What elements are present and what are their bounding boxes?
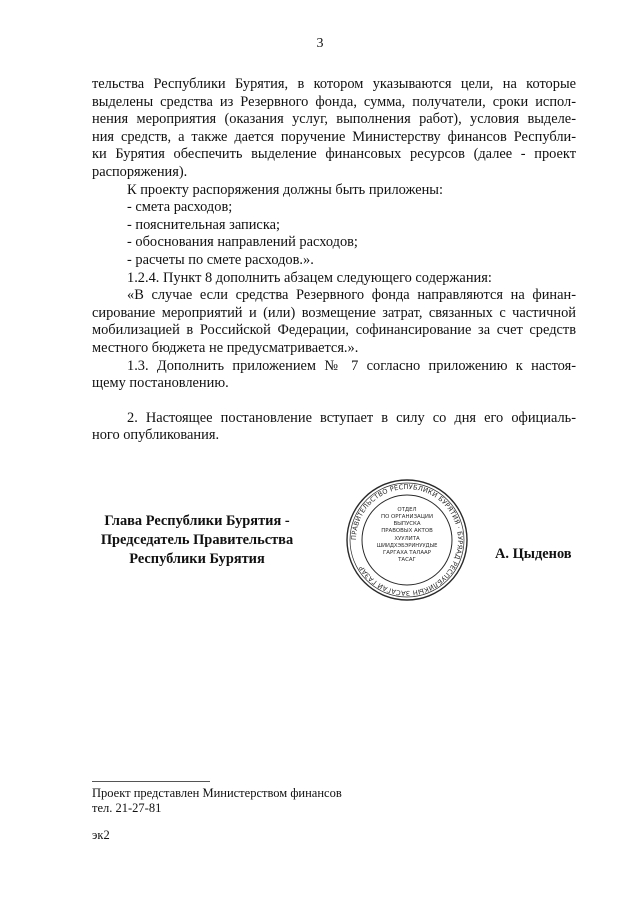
stamp-text: ОТДЕЛ <box>397 507 417 513</box>
footnote <box>92 786 342 816</box>
stamp-text: ВЫПУСКА <box>393 521 421 527</box>
list-item: - расчеты по смете расходов.». <box>127 251 314 268</box>
signatory-title <box>92 512 302 569</box>
text-line: местного бюджета не предусматривается.». <box>92 339 359 356</box>
footnote-divider <box>92 781 210 782</box>
footnote-line: тел. 21-27-81 <box>92 801 162 815</box>
stamp-outer-text: ПРАВИТЕЛЬСТВО РЕСПУБЛИКИ БУРЯТИЯ · БУРЯАД РЕСПУБЛИКЫН ЗАСАГАЙ ГАЗАР <box>349 482 465 598</box>
text-line: нения мероприятия (оказания услуг, выполнения работ), условия выделе- <box>92 111 576 128</box>
official-stamp <box>337 478 477 602</box>
signatory-name: А. Цыденов <box>495 546 572 562</box>
list-item: - смета расходов; <box>127 199 233 216</box>
stamp-text: ПРАВОВЫХ АКТОВ <box>381 528 433 534</box>
stamp-text: ХУУЛИТА <box>394 536 420 542</box>
signatory-title-line: Республики Бурятия <box>129 551 265 567</box>
text-line: ния средств, а также дается поручение Министерству финансов Республи- <box>92 128 576 145</box>
text-line: мобилизацией в Российской Федерации, софинансирование за счет средств <box>92 322 576 339</box>
text-line: тельства Республики Бурятия, в котором указываются цели, на которые <box>92 76 576 92</box>
text-line: 1.3. Дополнить приложением № 7 согласно приложению к настоя- <box>127 357 576 374</box>
text-line: распоряжения). <box>92 163 188 180</box>
text-line: щему постановлению. <box>92 375 229 392</box>
text-line: К проекту распоряжения должны быть приложены: <box>127 181 443 198</box>
text-line: ки Бурятия обеспечить выделение финансовых ресурсов (далее - проект <box>92 146 576 163</box>
stamp-text: ШИИДХЭБЭРИНУУДЫЕ <box>376 543 438 549</box>
body-text <box>92 76 576 445</box>
text-line: ного опубликования. <box>92 427 220 444</box>
text-line: выделены средства из Резервного фонда, сумма, получатели, сроки испол- <box>92 93 576 110</box>
footnote-line: Проект представлен Министерством финансов <box>92 786 342 800</box>
stamp-text: ПО ОРГАНИЗАЦИИ <box>381 514 433 520</box>
list-item: - обоснования направлений расходов; <box>127 234 358 251</box>
stamp-text: ГАРГАХА ТАЛААР <box>383 550 431 556</box>
page-number: 3 <box>316 36 324 51</box>
paragraph-gap <box>92 393 576 410</box>
stamp-text: ТАСАГ <box>398 557 416 563</box>
text-line: 2. Настоящее постановление вступает в силу со дня его официаль- <box>127 409 576 426</box>
document-code: эк2 <box>92 828 110 842</box>
text-line: «В случае если средства Резервного фонда направляются на финан- <box>127 287 576 304</box>
list-item: - пояснительная записка; <box>127 216 280 233</box>
signatory-title-line: Председатель Правительства <box>100 532 294 548</box>
text-line: сирование мероприятий и (или) возмещение затрат, связанных с частичной <box>92 304 576 321</box>
signatory-title-line: Глава Республики Бурятия - <box>104 513 290 529</box>
text-line: 1.2.4. Пункт 8 дополнить абзацем следующего содержания: <box>127 269 492 286</box>
